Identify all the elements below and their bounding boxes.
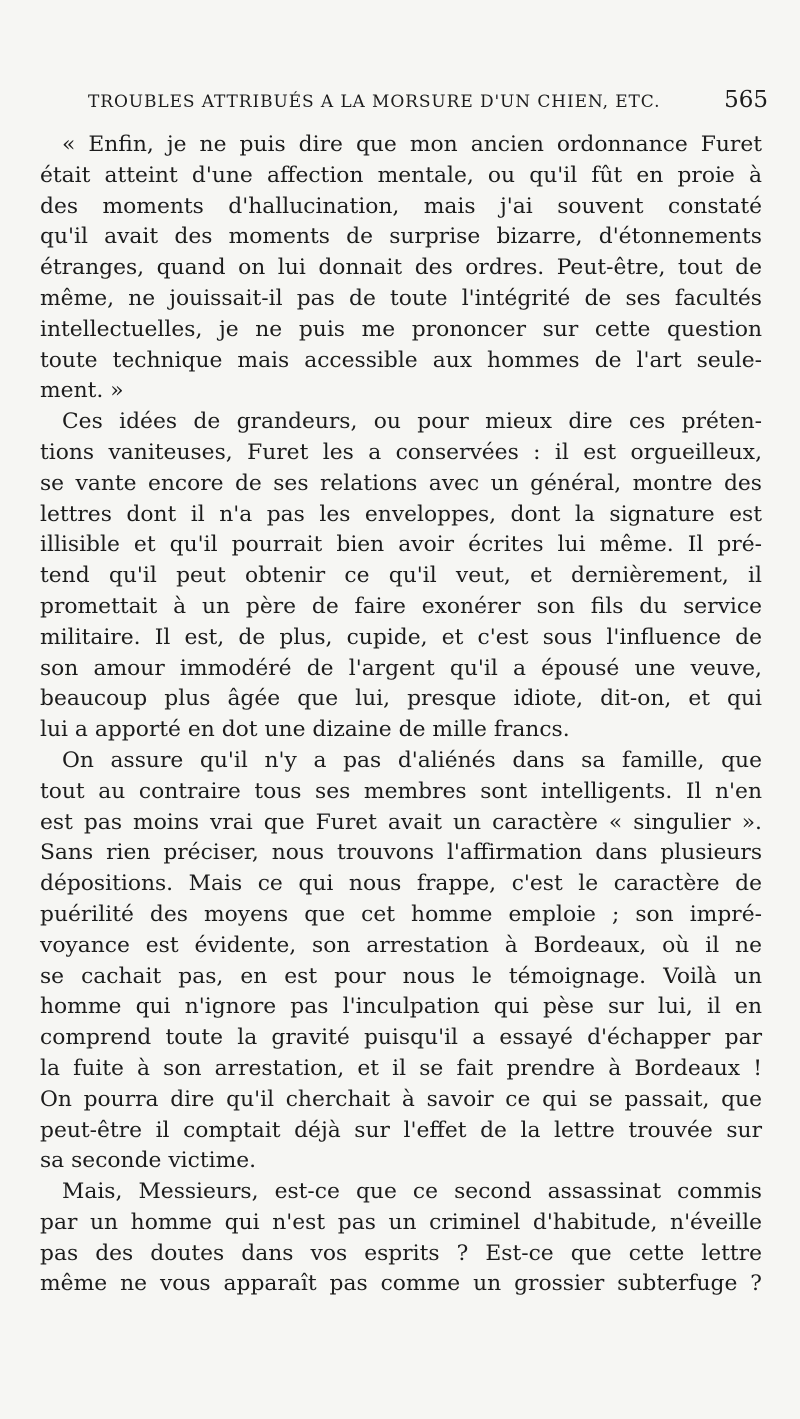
text-line: puérilité des moyens que cet homme emploie ; son impré- xyxy=(40,901,762,927)
page-header xyxy=(88,87,768,120)
text-line: étranges, quand on lui donnait des ordres. Peut-être, tout de xyxy=(40,255,762,281)
text-line: illisible et qu'il pourrait bien avoir écrites lui même. Il pré- xyxy=(40,532,762,558)
text-line: même ne vous apparaît pas comme un grossier subterfuge ? xyxy=(40,1271,762,1297)
text-line: tions vaniteuses, Furet les a conservées : il est orgueilleux, xyxy=(40,439,762,465)
body-text xyxy=(40,130,762,1300)
text-line: beaucoup plus âgée que lui, presque idiote, dit-on, et qui xyxy=(40,686,762,712)
text-line: intellectuelles, je ne puis me prononcer sur cette question xyxy=(40,316,762,342)
text-line: son amour immodéré de l'argent qu'il a épousé une veuve, xyxy=(40,655,762,681)
text-line: qu'il avait des moments de surprise bizarre, d'étonnements xyxy=(40,224,762,250)
text-line: dépositions. Mais ce qui nous frappe, c'est le caractère de xyxy=(40,871,762,897)
text-line: militaire. Il est, de plus, cupide, et c'est sous l'influence de xyxy=(40,624,762,650)
text-line: comprend toute la gravité puisqu'il a essayé d'échapper par xyxy=(40,1025,762,1051)
text-line: par un homme qui n'est pas un criminel d'habitude, n'éveille xyxy=(40,1209,762,1235)
text-line: se vante encore de ses relations avec un général, montre des xyxy=(40,470,762,496)
page-number: 565 xyxy=(724,87,768,113)
text-line: promettait à un père de faire exonérer son fils du service xyxy=(40,593,762,619)
running-head: TROUBLES ATTRIBUÉS A LA MORSURE D'UN CHIEN, ETC. xyxy=(88,92,661,112)
text-line: « Enfin, je ne puis dire que mon ancien ordonnance Furet xyxy=(62,132,762,157)
text-line: On assure qu'il n'y a pas d'aliénés dans sa famille, que xyxy=(62,747,762,773)
text-line: des moments d'hallucination, mais j'ai souvent constaté xyxy=(40,193,762,219)
text-line: peut-être il comptait déjà sur l'effet de la lettre trouvée sur xyxy=(40,1117,762,1143)
text-line: Mais, Messieurs, est-ce que ce second assassinat commis xyxy=(62,1179,762,1205)
text-line: se cachait pas, en est pour nous le témoignage. Voilà un xyxy=(40,963,762,989)
text-line: homme qui n'ignore pas l'inculpation qui pèse sur lui, il en xyxy=(40,994,762,1020)
text-line: la fuite à son arrestation, et il se fait prendre à Bordeaux ! xyxy=(40,1055,762,1081)
text-line: était atteint d'une affection mentale, ou qu'il fût en proie à xyxy=(40,162,762,188)
text-line: voyance est évidente, son arrestation à Bordeaux, où il ne xyxy=(40,932,762,958)
text-line: sa seconde victime. xyxy=(40,1148,257,1174)
text-line: toute technique mais accessible aux hommes de l'art seule- xyxy=(40,347,762,373)
text-line: tout au contraire tous ses membres sont intelligents. Il n'en xyxy=(40,778,762,804)
text-line: ment. » xyxy=(40,378,124,404)
text-line: Sans rien préciser, nous trouvons l'affirmation dans plusieurs xyxy=(40,840,762,866)
text-line: Ces idées de grandeurs, ou pour mieux dire ces préten- xyxy=(62,409,762,435)
text-line: On pourra dire qu'il cherchait à savoir ce qui se passait, que xyxy=(40,1086,762,1112)
text-line: est pas moins vrai que Furet avait un caractère « singulier ». xyxy=(40,809,762,835)
text-line: tend qu'il peut obtenir ce qu'il veut, et dernièrement, il xyxy=(40,563,762,589)
text-line: pas des doutes dans vos esprits ? Est-ce que cette lettre xyxy=(40,1240,762,1266)
text-line: même, ne jouissait-il pas de toute l'intégrité de ses facultés xyxy=(40,285,762,311)
text-line: lui a apporté en dot une dizaine de mille francs. xyxy=(40,717,570,743)
text-line: lettres dont il n'a pas les enveloppes, dont la signature est xyxy=(40,501,762,527)
